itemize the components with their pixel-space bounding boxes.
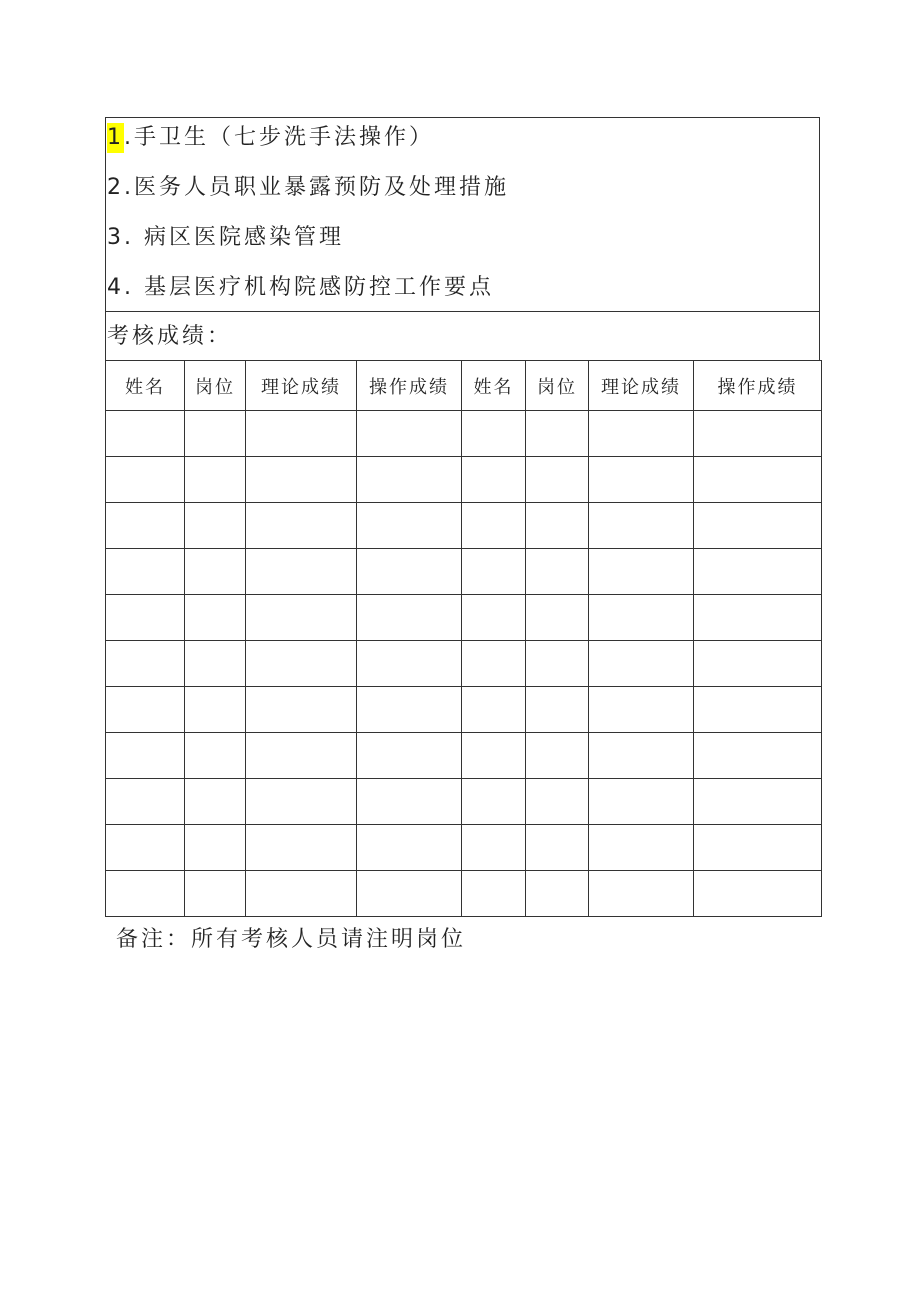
- table-cell: [185, 779, 246, 825]
- table-cell: [357, 687, 462, 733]
- table-cell: [589, 825, 694, 871]
- table-cell: [462, 503, 526, 549]
- table-cell: [357, 503, 462, 549]
- footnote: 备注：所有考核人员请注明岗位: [116, 927, 467, 952]
- header-name-2: 姓名: [462, 361, 526, 411]
- table-cell: [246, 411, 357, 457]
- table-body: [106, 411, 822, 917]
- table-cell: [526, 595, 589, 641]
- table-cell: [694, 687, 822, 733]
- table-row: [106, 733, 822, 779]
- table-cell: [462, 733, 526, 779]
- table-cell: [589, 641, 694, 687]
- table-cell: [589, 503, 694, 549]
- table-cell: [246, 641, 357, 687]
- table-cell: [526, 641, 589, 687]
- table-cell: [462, 411, 526, 457]
- table-row: [106, 871, 822, 917]
- table-cell: [694, 825, 822, 871]
- table-cell: [185, 457, 246, 503]
- table-row: [106, 457, 822, 503]
- header-theory-2: 理论成绩: [589, 361, 694, 411]
- table-cell: [462, 549, 526, 595]
- table-cell: [589, 779, 694, 825]
- table-cell: [106, 641, 185, 687]
- table-cell: [589, 733, 694, 779]
- table-cell: [589, 687, 694, 733]
- table-cell: [246, 503, 357, 549]
- table-cell: [357, 549, 462, 595]
- table-cell: [694, 733, 822, 779]
- table-cell: [185, 825, 246, 871]
- topic-2: [107, 173, 509, 203]
- table-cell: [246, 549, 357, 595]
- table-cell: [246, 457, 357, 503]
- table-cell: [106, 549, 185, 595]
- table-cell: [357, 871, 462, 917]
- table-cell: [185, 687, 246, 733]
- table-cell: [106, 595, 185, 641]
- table-cell: [185, 641, 246, 687]
- table-cell: [526, 549, 589, 595]
- table-cell: [589, 871, 694, 917]
- table-row: [106, 779, 822, 825]
- header-post-1: 岗位: [185, 361, 246, 411]
- table-cell: [462, 641, 526, 687]
- table-cell: [526, 825, 589, 871]
- table-cell: [462, 457, 526, 503]
- table-cell: [185, 503, 246, 549]
- table-cell: [185, 871, 246, 917]
- table-cell: [357, 595, 462, 641]
- table-cell: [462, 871, 526, 917]
- topic-1-number: 1: [107, 123, 124, 153]
- topic-4-number: 4: [107, 275, 124, 300]
- table-cell: [357, 733, 462, 779]
- table-cell: [185, 411, 246, 457]
- table-cell: [106, 871, 185, 917]
- table-cell: [246, 595, 357, 641]
- topic-2-text: .医务人员职业暴露预防及处理措施: [124, 175, 509, 200]
- table-cell: [185, 733, 246, 779]
- table-cell: [526, 457, 589, 503]
- table-header-row: [106, 361, 822, 411]
- table-cell: [589, 457, 694, 503]
- table-cell: [526, 733, 589, 779]
- table-cell: [106, 779, 185, 825]
- table-row: [106, 641, 822, 687]
- table-cell: [106, 503, 185, 549]
- table-cell: [526, 503, 589, 549]
- table-row: [106, 503, 822, 549]
- table-cell: [106, 457, 185, 503]
- header-post-2: 岗位: [526, 361, 589, 411]
- table-cell: [246, 779, 357, 825]
- table-cell: [106, 825, 185, 871]
- table-cell: [357, 457, 462, 503]
- topic-1: [107, 123, 434, 153]
- table-cell: [694, 457, 822, 503]
- table-row: [106, 549, 822, 595]
- header-name-1: 姓名: [106, 361, 185, 411]
- table-cell: [462, 779, 526, 825]
- topic-3: [107, 223, 344, 253]
- table-cell: [589, 595, 694, 641]
- table-cell: [246, 825, 357, 871]
- table-cell: [526, 687, 589, 733]
- table-row: [106, 411, 822, 457]
- header-practice-2: 操作成绩: [694, 361, 822, 411]
- table-cell: [589, 411, 694, 457]
- table-cell: [694, 871, 822, 917]
- topic-3-text: . 病区医院感染管理: [124, 225, 344, 250]
- table-cell: [526, 871, 589, 917]
- score-table: [105, 360, 822, 917]
- topics-box: [105, 117, 820, 311]
- header-theory-1: 理论成绩: [246, 361, 357, 411]
- score-label: 考核成绩：: [105, 311, 820, 361]
- table-cell: [694, 779, 822, 825]
- table-row: [106, 687, 822, 733]
- header-practice-1: 操作成绩: [357, 361, 462, 411]
- table-row: [106, 595, 822, 641]
- table-cell: [185, 595, 246, 641]
- table-cell: [357, 825, 462, 871]
- table-cell: [106, 733, 185, 779]
- table-cell: [106, 687, 185, 733]
- topic-4-text: . 基层医疗机构院感防控工作要点: [124, 275, 494, 300]
- table-cell: [526, 411, 589, 457]
- table-cell: [357, 641, 462, 687]
- table-cell: [106, 411, 185, 457]
- table-cell: [526, 779, 589, 825]
- table-cell: [694, 595, 822, 641]
- table-cell: [694, 503, 822, 549]
- table-cell: [462, 687, 526, 733]
- table-cell: [694, 411, 822, 457]
- table-cell: [694, 641, 822, 687]
- table-cell: [246, 871, 357, 917]
- table-cell: [589, 549, 694, 595]
- table-cell: [246, 733, 357, 779]
- table-cell: [462, 595, 526, 641]
- table-cell: [357, 411, 462, 457]
- table-cell: [694, 549, 822, 595]
- table-cell: [357, 779, 462, 825]
- table-row: [106, 825, 822, 871]
- table-cell: [462, 825, 526, 871]
- topic-3-number: 3: [107, 225, 124, 250]
- topic-4: [107, 273, 494, 303]
- topic-1-text: .手卫生（七步洗手法操作）: [124, 125, 434, 150]
- table-cell: [246, 687, 357, 733]
- topic-2-number: 2: [107, 175, 124, 200]
- table-cell: [185, 549, 246, 595]
